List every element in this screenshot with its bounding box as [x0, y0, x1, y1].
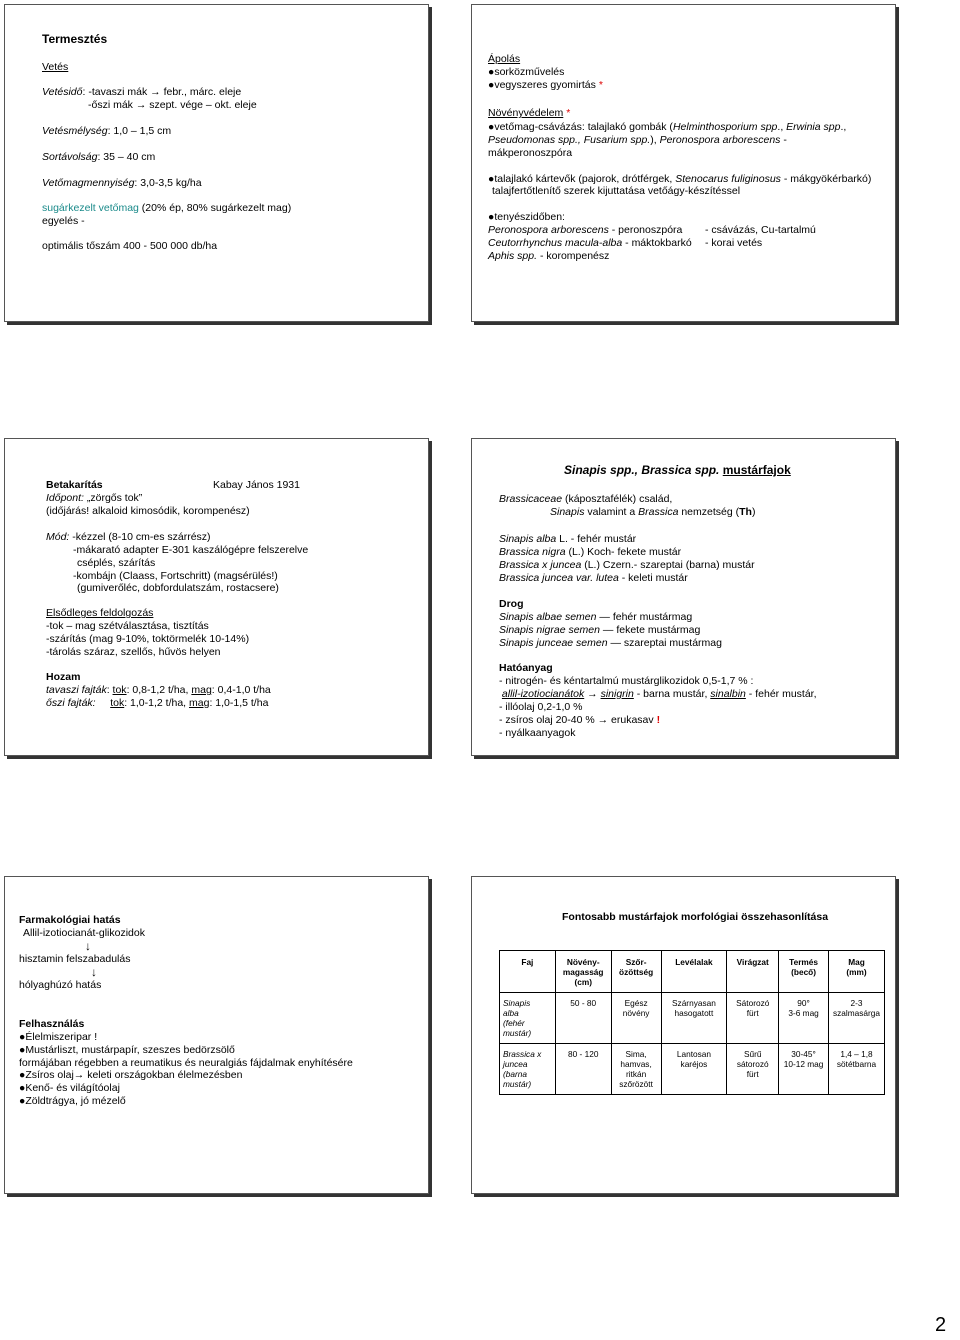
species-3: Brassica x juncea (L.) Czern.- szareptai (barna) mustár [499, 559, 755, 571]
kartevok-line: ●talajlakó kártevők (pajorok, drótférgek, Stenocarus fuliginosus - mákgyökérbarkó) [488, 173, 872, 185]
slide-title: Sinapis spp., Brassica spp. mustárfajok [564, 463, 791, 477]
drog-3: Sinapis junceae semen — szareptai mustármag [499, 637, 722, 649]
species-cell: Sinapis alba (fehér mustár) [500, 993, 556, 1044]
use-1: ●Élelmiszeripar ! [19, 1031, 98, 1043]
feldolgozas-2: -szárítás (mag 9-10%, toktörmelék 10-14%) [46, 633, 250, 645]
use-5: ●Kenő- és világítóolaj [19, 1082, 120, 1094]
bullet-sorkozmuveles: ●sorközművelés [488, 66, 565, 78]
vetesmelyseg: Vetésmélység: 1,0 – 1,5 cm [42, 125, 172, 137]
table-cell: Egész növény [611, 993, 661, 1044]
vetomagmennyiseg: Vetőmagmennyiség: 3,0-3,5 kg/ha [42, 177, 202, 189]
section-felhasznalas: Felhasználás [19, 1018, 85, 1030]
section-hatoanyag: Hatóanyag [499, 662, 553, 674]
nemzetseg-line: Sinapis valamint a Brassica nemzetség (Th) [550, 506, 756, 518]
hatoanyag-1: - nitrogén- és kéntartalmú mustárglikozidok 0,5-1,7 % : [499, 675, 754, 687]
egyeles: egyelés - [42, 215, 85, 227]
pest-row-1-control: - csávázás, Cu-tartalmú [705, 224, 816, 236]
bullet-gyomirtas: ●vegyszeres gyomirtás * [488, 79, 603, 91]
slide-title: Termesztés [42, 32, 108, 46]
hatoanyag-5: - nyálkaanyagok [499, 727, 576, 739]
morphology-table [499, 950, 885, 1095]
feldolgozas-1: -tok – mag szétválasztása, tisztítás [46, 620, 209, 632]
section-apolas: Ápolás [488, 53, 521, 65]
sugarkezelt-vetomag: sugárkezelt vetőmag (20% ép, 80% sugárkezelt mag) [42, 202, 292, 214]
table-cell: 1,4 – 1,8 sötétbarna [828, 1044, 884, 1095]
table-cell: 90° 3-6 mag [779, 993, 829, 1044]
pest-row-2: Ceutorrhynchus macula-alba - máktokbarkó [488, 237, 692, 249]
vetesido-line-2: -őszi mák → szept. vége – okt. eleje [88, 99, 257, 111]
optimalis-toszam: optimális tőszám 400 - 500 000 db/ha [42, 240, 218, 252]
drog-2: Sinapis nigrae semen — fekete mustármag [499, 624, 701, 636]
table-header-cell: Növény- magasság (cm) [555, 951, 611, 993]
slide-betakaritas [4, 438, 429, 756]
csalad-line: Brassicaceae (káposztafélék) család, [499, 493, 673, 505]
tenyeszidoben: ●tenyészidőben: [488, 211, 565, 223]
down-arrow-icon: ↓ [91, 965, 97, 979]
species-4: Brassica juncea var. lutea - keleti mustár [499, 572, 688, 584]
hatoanyag-2: allil-izotiocianátok → sinigrin - barna mustár, sinalbin - fehér mustár, [501, 688, 817, 700]
page-number: 2 [935, 1314, 947, 1336]
section-betakaritas: Betakarítás [46, 479, 103, 491]
section-novenyvedelem: Növényvédelem * [488, 107, 571, 119]
hatoanyag-3: - illóolaj 0,2-1,0 % [499, 701, 583, 713]
talajfertotlenito: talajfertőtlenítő szerek kijuttatása vetőágy-készítéssel [492, 185, 741, 197]
section-elsodleges: Elsődleges feldolgozás [46, 607, 154, 619]
table-header-cell: Mag (mm) [828, 951, 884, 993]
sortavolsag: Sortávolság: 35 – 40 cm [42, 151, 156, 163]
farm-2: hisztamin felszabadulás [19, 953, 131, 965]
table-cell: 2-3 szalmasárga [828, 993, 884, 1044]
vetesido-line-1: Vetésidő: -tavaszi mák → febr., márc. eleje [42, 86, 242, 98]
down-arrow-icon: ↓ [85, 939, 91, 953]
table-cell: Sűrű sátorozó fürt [727, 1044, 779, 1095]
table-header-cell: Virágzat [727, 951, 779, 993]
pest-row-1: Peronospora arborescens - peronoszpóra [488, 224, 683, 236]
farm-3: hólyaghúzó hatás [19, 979, 102, 991]
section-drog: Drog [499, 598, 524, 610]
use-2: ●Mustárliszt, mustárpapír, szeszes bedörzsölő [19, 1044, 235, 1056]
kabay-janos: Kabay János 1931 [213, 479, 300, 491]
pest-row-3: Aphis spp. - korompenész [488, 250, 610, 262]
mod-line-2: -mákarató adapter E-301 kaszálógépre felszerelve [73, 544, 309, 556]
section-farmakologiai: Farmakológiai hatás [19, 914, 121, 926]
slide-termesztes [4, 4, 429, 322]
use-4: ●Zsíros olaj→ keleti országokban élelmezésben [19, 1069, 243, 1081]
makperonoszpora: mákperonoszpóra [488, 147, 573, 159]
pest-row-2-control: - korai vetés [705, 237, 763, 249]
table-row [500, 993, 885, 1044]
species-2: Brassica nigra (L.) Koch- fekete mustár [499, 546, 682, 558]
species-1: Sinapis alba L. - fehér mustár [499, 533, 637, 545]
csavazas-line-2: Pseudomonas spp., Fusarium spp.), Peronospora arborescens - [488, 134, 787, 146]
table-header-cell: Levélalak [661, 951, 727, 993]
mod-line-5: (gumiverőléc, dobfordulatszám, rostacsere) [77, 582, 279, 594]
table-cell: Lantosan karéjos [661, 1044, 727, 1095]
table-cell: Szárnyasan hasogatott [661, 993, 727, 1044]
slide-farmakologia [4, 876, 429, 1194]
idopont: Időpont: „zörgős tok” [46, 492, 143, 504]
section-hozam: Hozam [46, 671, 81, 683]
mod-line-1: Mód: -kézzel (8-10 cm-es szárrész) [46, 531, 211, 543]
species-cell: Brassica x juncea (barna mustár) [500, 1044, 556, 1095]
slide-mustarfajok [471, 438, 896, 756]
table-cell: Sátorozó fürt [727, 993, 779, 1044]
table-cell: 50 - 80 [555, 993, 611, 1044]
table-cell: Sima, hamvas, ritkán szőrözött [611, 1044, 661, 1095]
feldolgozas-3: -tárolás száraz, szellős, hűvös helyen [46, 646, 221, 658]
hatoanyag-4: - zsíros olaj 20-40 % → erukasav ! [499, 714, 661, 726]
section-vetes: Vetés [42, 61, 69, 73]
table-cell: 30-45° 10-12 mag [779, 1044, 829, 1095]
table-header-cell: Szőr- özöttség [611, 951, 661, 993]
mod-line-4: -kombájn (Claass, Fortschritt) (magsérülés!) [73, 570, 278, 582]
slide-apolas [471, 4, 896, 322]
hozam-tavaszi: tavaszi fajták: tok: 0,8-1,2 t/ha, mag: 0,4-1,0 t/ha [46, 684, 271, 696]
table-header-cell: Faj [500, 951, 556, 993]
table-row [500, 1044, 885, 1095]
hozam-oszi: őszi fajták: tok: 1,0-1,2 t/ha, mag: 1,0-1,5 t/ha [46, 697, 269, 709]
slide-morfologiai [471, 876, 896, 1194]
farm-1: Allil-izotiocianát-glikozidok [23, 927, 145, 939]
use-6: ●Zöldtrágya, jó mézelő [19, 1095, 126, 1107]
csavazas-line-1: ●vetőmag-csávázás: talajlakó gombák (Helminthosporium spp., Erwinia spp., [488, 121, 847, 133]
table-cell: 80 - 120 [555, 1044, 611, 1095]
use-3: formájában régebben a reumatikus és neuralgiás fájdalmak enyhítésére [19, 1057, 353, 1069]
slide-title: Fontosabb mustárfajok morfológiai összehasonlítása [562, 911, 829, 923]
drog-1: Sinapis albae semen — fehér mustármag [499, 611, 693, 623]
idojaras: (időjárás! alkaloid kimosódik, korompenész) [46, 505, 250, 517]
mod-line-3: cséplés, szárítás [77, 557, 156, 569]
table-header-cell: Termés (becő) [779, 951, 829, 993]
